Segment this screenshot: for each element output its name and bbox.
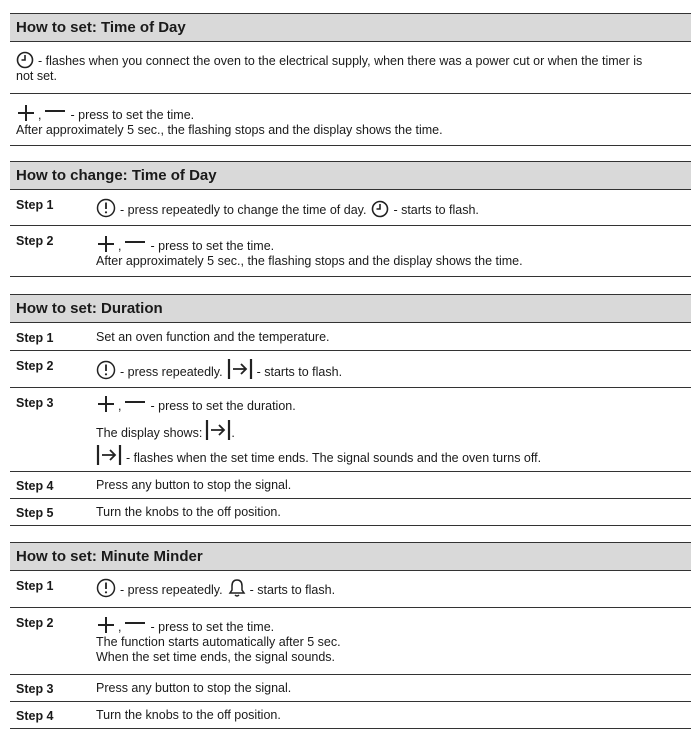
step-line: When the set time ends, the signal sounds. xyxy=(96,650,336,664)
step-row xyxy=(10,388,691,472)
info-continuation: not set. xyxy=(16,69,57,83)
step-text: Turn the knobs to the off position. xyxy=(96,505,281,519)
section-title: How to set: Minute Minder xyxy=(10,542,691,571)
step-row xyxy=(10,608,691,675)
plus-icon xyxy=(96,234,116,254)
step-row xyxy=(10,571,691,608)
section-title: How to set: Time of Day xyxy=(10,13,691,42)
step-label: Step 1 xyxy=(16,579,54,593)
step-label: Step 1 xyxy=(16,198,54,212)
step-row xyxy=(10,702,691,729)
step-text: - press repeatedly. xyxy=(120,365,223,379)
step-text: - flashes when the set time ends. The signal sounds and the oven turns off. xyxy=(126,451,542,465)
step-label: Step 2 xyxy=(16,359,54,373)
plus-icon xyxy=(96,394,116,414)
step-line: After approximately 5 sec., the flashing stops and the display shows the time. xyxy=(96,254,523,268)
comma: , xyxy=(38,108,42,122)
info-text: - press to set the time. xyxy=(70,108,195,122)
comma: , xyxy=(118,620,122,634)
step-label: Step 2 xyxy=(16,616,54,630)
step-label: Step 1 xyxy=(16,331,54,345)
step-row xyxy=(10,323,691,351)
step-row xyxy=(10,190,691,226)
section-change-time-of-day xyxy=(10,161,691,277)
comma: , xyxy=(118,239,122,253)
step-line: The function starts automatically after 5 sec. xyxy=(96,635,341,649)
step-text: Press any button to stop the signal. xyxy=(96,681,292,695)
step-text: The display shows: xyxy=(96,426,203,440)
section-title: How to change: Time of Day xyxy=(10,161,691,190)
step-label: Step 3 xyxy=(16,396,54,410)
section-title: How to set: Duration xyxy=(10,294,691,323)
duration-icon xyxy=(205,419,231,441)
step-text: Press any button to stop the signal. xyxy=(96,478,292,492)
step-text: - press to set the time. xyxy=(150,239,275,253)
section-set-minute-minder xyxy=(10,542,691,729)
step-label: Step 4 xyxy=(16,709,54,723)
plus-icon xyxy=(96,615,116,635)
comma: , xyxy=(118,399,122,413)
step-label: Step 4 xyxy=(16,479,54,493)
step-text: - press to set the time. xyxy=(150,620,275,634)
period: . xyxy=(231,426,235,440)
clock-icon xyxy=(371,200,389,218)
step-label: Step 3 xyxy=(16,682,54,696)
timer-button-icon xyxy=(96,198,116,218)
step-label: Step 5 xyxy=(16,506,54,520)
step-row xyxy=(10,472,691,499)
step-text: - starts to flash. xyxy=(393,203,479,217)
info-row xyxy=(10,94,691,146)
step-text: - press repeatedly to change the time of day. xyxy=(120,203,367,217)
minus-icon xyxy=(44,103,66,123)
minus-icon xyxy=(124,394,146,414)
step-text: - starts to flash. xyxy=(249,583,336,597)
clock-icon xyxy=(16,51,34,69)
duration-icon xyxy=(227,358,253,380)
step-row xyxy=(10,226,691,277)
step-text: - press to set the duration. xyxy=(150,399,296,413)
plus-icon xyxy=(16,103,36,123)
timer-button-icon xyxy=(96,578,116,598)
step-row xyxy=(10,351,691,388)
info-text: - flashes when you connect the oven to the electrical supply, when there was a power cut or when the timer is xyxy=(38,54,643,68)
section-set-time-of-day xyxy=(10,13,691,146)
duration-icon xyxy=(96,444,122,466)
minus-icon xyxy=(124,234,146,254)
info-line: After approximately 5 sec., the flashing stops and the display shows the time. xyxy=(16,123,443,137)
step-text: Turn the knobs to the off position. xyxy=(96,708,281,722)
section-set-duration xyxy=(10,294,691,526)
step-label: Step 2 xyxy=(16,234,54,248)
info-row xyxy=(10,42,691,94)
minus-icon xyxy=(124,615,146,635)
timer-button-icon xyxy=(96,360,116,380)
step-text: - starts to flash. xyxy=(256,365,343,379)
step-row xyxy=(10,499,691,526)
step-row xyxy=(10,675,691,702)
step-text: Set an oven function and the temperature. xyxy=(96,330,330,344)
bell-icon xyxy=(228,578,246,598)
step-text: - press repeatedly. xyxy=(120,583,223,597)
